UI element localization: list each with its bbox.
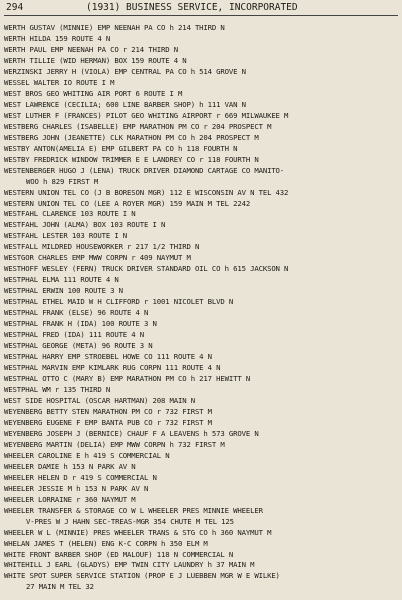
directory-entry: WERTH PAUL EMP NEENAH PA CO r 214 THIRD N <box>4 44 178 54</box>
directory-entry: WERTH TILLIE (WID HERMAN) BOX 159 ROUTE 4 N <box>4 55 187 65</box>
directory-entry: WEYENBERG JOSEPH J (BERNICE) CHAUF F A LEAVENS h 573 GROVE N <box>4 428 259 438</box>
directory-entry: WEST LAWRENCE (CECILIA; 600 LINE BARBER SHOP) h 111 VAN N <box>4 99 246 109</box>
directory-entry: WHEELER CAROLINE E h 419 S COMMERCIAL N <box>4 450 170 460</box>
directory-entry: WESTFAHL CLARENCE 103 ROUTE I N <box>4 209 136 219</box>
directory-entry: WESTBY FREDRICK WINDOW TRIMMER E E LANDREY CO r 118 FOURTH N <box>4 154 259 164</box>
directory-entry: WESTBY ANTON(AMELIA E) EMP GILBERT PA CO h 118 FOURTH N <box>4 143 238 153</box>
directory-entry: WHEELER DAMIE h 153 N PARK AV N <box>4 461 136 471</box>
directory-entry: WEYENBERG BETTY STEN MARATHON PM CO r 732 FIRST M <box>4 406 212 416</box>
page-number: 294 <box>6 2 24 13</box>
directory-entry: WEST BROS GEO WHITING AIR PORT 6 ROUTE I M <box>4 88 183 98</box>
directory-entry: WERTH HILDA 159 ROUTE 4 N <box>4 33 111 43</box>
directory-entry: WESTPHAL WM r 135 THIRD N <box>4 384 111 394</box>
directory-entry: WESTPHAL ETHEL MAID W H CLIFFORD r 1001 NICOLET BLVD N <box>4 297 234 307</box>
page-header <box>6 2 396 14</box>
directory-entry: WERTH GUSTAV (MINNIE) EMP NEENAH PA CO h 214 THIRD N <box>4 23 225 32</box>
directory-entry: WESTFAHL JOHN (ALMA) BOX 103 ROUTE I N <box>4 220 166 230</box>
directory-entry: WHEELER HELEN D r 419 S COMMERCIAL N <box>4 472 157 482</box>
directory-entry: WESTBERG CHARLES (ISABELLE) EMP MARATHON PM CO r 204 PROSPECT M <box>4 121 272 131</box>
directory-entry: WERZINSKI JERRY H (VIOLA) EMP CENTRAL PA CO h 514 GROVE N <box>4 66 246 76</box>
directory-entry: WHEELER JESSIE M h 153 N PARK AV N <box>4 483 149 493</box>
directory-entry: WESTERN UNION TEL CO (J B BORESON MGR) 112 E WISCONSIN AV N TEL 432 <box>4 187 289 197</box>
directory-entry: WESTGOR CHARLES EMP MWW CORPN r 409 NAYMUT M <box>4 253 191 263</box>
directory-entry-continuation: WOO h 829 FIRST M <box>26 176 99 186</box>
directory-entry: WEST LUTHER F (FRANCES) PILOT GEO WHITING AIRPORT r 669 MILWAUKEE M <box>4 110 289 120</box>
directory-entry: WESTPHAL FRANK H (IDA) 100 ROUTE 3 N <box>4 319 157 329</box>
directory-entry: WEYENBERG EUGENE F EMP BANTA PUB CO r 732 FIRST M <box>4 417 212 427</box>
directory-entry: WHITEHILL J EARL (GLADYS) EMP TWIN CITY LAUNDRY h 37 MAIN M <box>4 560 255 570</box>
directory-entry: WEST SIDE HOSPITAL (OSCAR HARTMAN) 208 MAIN N <box>4 395 195 405</box>
directory-entry: WEYENBERG MARTIN (DELIA) EMP MWW CORPN h 732 FIRST M <box>4 439 225 449</box>
directory-entry: WESTPHAL GEORGE (META) 96 ROUTE 3 N <box>4 341 153 351</box>
directory-entry: WESSEL WALTER IO ROUTE I M <box>4 77 115 87</box>
directory-entry: WESTERN UNION TEL CO (LEE A ROYER MGR) 159 MAIN M TEL 2242 <box>4 198 251 208</box>
directory-entry: WHEELER W L (MINNIE) PRES WHEELER TRANS & STG CO h 360 NAYMUT M <box>4 527 272 537</box>
directory-entry: WESTBERG JOHN (JEANETTE) CLK MARATHON PM CO h 204 PROSPECT M <box>4 132 259 142</box>
directory-entry: WHITE SPOT SUPER SERVICE STATION (PROP E J LUEBBEN MGR W E WILKE) <box>4 571 280 581</box>
directory-entry: WESTPHAL FRED (IDA) 111 ROUTE 4 N <box>4 330 145 340</box>
running-title: (1931) BUSINESS SERVICE, INCORPORATED <box>86 2 298 13</box>
directory-entry: WESTPHAL ELMA 111 ROUTE 4 N <box>4 275 119 285</box>
directory-entry: WESTPHAL ERWIN 100 ROUTE 3 N <box>4 286 123 296</box>
directory-entries <box>4 23 400 593</box>
directory-entry: WHEELER LORRAINE r 360 NAYMUT M <box>4 494 136 504</box>
directory-entry: WESTPHAL HARRY EMP STROEBEL HOWE CO 111 ROUTE 4 N <box>4 352 212 362</box>
directory-entry-continuation: 27 MAIN M TEL 32 <box>26 582 94 592</box>
directory-entry: WHITE FRONT BARBER SHOP (ED MALOUF) 118 N COMMERCIAL N <box>4 549 234 559</box>
directory-entry: WESTFALL MILDRED HOUSEWORKER r 217 1/2 THIRD N <box>4 242 200 252</box>
directory-entry-continuation: V-PRES W J HAHN SEC-TREAS-MGR 354 CHUTE M TEL 125 <box>26 516 234 526</box>
directory-entry: WESTENBERGER HUGO J (LENA) TRUCK DRIVER DIAMOND CARTAGE CO MANITO- <box>4 165 285 175</box>
directory-entry: WESTHOFF WESLEY (FERN) TRUCK DRIVER STANDARD OIL CO h 615 JACKSON N <box>4 264 289 274</box>
directory-entry: WESTPHAL FRANK (ELSE) 96 ROUTE 4 N <box>4 308 149 318</box>
header-rule <box>4 15 398 16</box>
directory-entry: WESTPHAL MARVIN EMP KIMLARK RUG CORPN 111 ROUTE 4 N <box>4 363 221 373</box>
directory-entry: WESTFAHL LESTER 103 ROUTE I N <box>4 231 128 241</box>
directory-entry: WHELAN JAMES T (HELEN) ENG K-C CORPN h 350 ELM M <box>4 538 208 548</box>
directory-entry: WHEELER TRANSFER & STORAGE CO W L WHEELER PRES MINNIE WHEELER <box>4 505 263 515</box>
directory-entry: WESTPHAL OTTO C (MARY B) EMP MARATHON PM CO h 217 HEWITT N <box>4 374 251 383</box>
